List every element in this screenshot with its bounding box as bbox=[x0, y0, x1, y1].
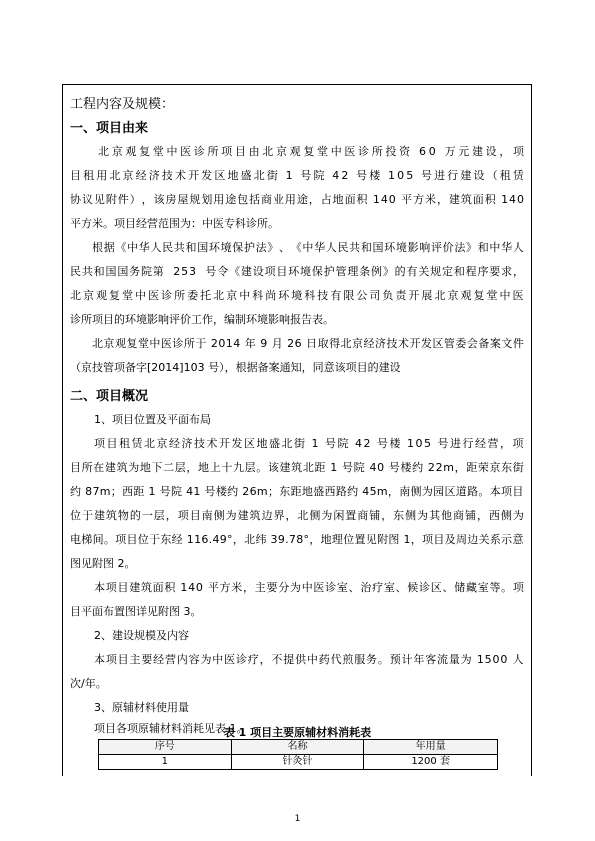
paragraph-line: 北 京 观 复 堂 中 医 诊 所 项 目 由 北 京 观 复 堂 中 医 诊 所 投 资 6 0 万 元 建 设 ， 项 bbox=[98, 145, 524, 158]
paragraph-line: 目 租 用 北 京 经 济 技 术 开 发 区 地 盛 北 街 1 号 院 4 2 号 楼 1 0 5 号 进 行 建 设 （ 租 赁 bbox=[70, 169, 524, 182]
paragraph-line: 约 8 7 m ； 西 距 1 号 院 4 1 号 楼 约 2 6 m ； 东 距 地 盛 西 路 约 4 5 m ， 南 侧 为 园 区 道 路 。 本 项 目 bbox=[70, 485, 524, 498]
header-cell-number: 序号 bbox=[99, 740, 232, 755]
paragraph-line: 协 议 见 附 件 ） ， 该 房 屋 规 划 用 途 包 括 商 业 用 途 ， 占 地 面 积 1 4 0 平 方 米 ， 建 筑 面 积 1 4 0 bbox=[70, 193, 524, 206]
paragraph-line: 目平面布置图详见附图 3。 bbox=[70, 605, 202, 618]
paragraph-line: 北 京 观 复 堂 中 医 诊 所 委 托 北 京 中 科 尚 环 境 科 技 有 限 公 司 负 责 开 展 北 京 观 复 堂 中 医 bbox=[70, 289, 524, 302]
paragraph-line: 诊所项目的环境影响评价工作，编制环境影响报告表。 bbox=[70, 313, 334, 326]
subheading-materials: 3、原辅材料使用量 bbox=[94, 701, 189, 714]
materials-table bbox=[98, 739, 498, 770]
paragraph-line: 目 所 在 建 筑 为 地 下 二 层 ， 地 上 十 九 层 。 该 建 筑 北 距 1 号 院 4 0 号 楼 约 2 2 m ， 距 荣 京 东 街 bbox=[70, 461, 524, 474]
table-caption: 表 1 项目主要原辅材料消耗表 bbox=[223, 726, 372, 739]
paragraph-line: 次/年。 bbox=[70, 677, 107, 690]
paragraph-line: 项目各项原辅材料消耗见表 1。 bbox=[94, 722, 248, 735]
paragraph-line: 北 京 观 复 堂 中 医 诊 所 于 2 0 1 4 年 9 月 2 6 日 取 得 北 京 经 济 技 术 开 发 区 管 委 会 备 案 文 件 bbox=[92, 337, 524, 350]
table-cell: 1 bbox=[99, 755, 232, 770]
paragraph-line: 民 共 和 国 国 务 院 第 2 5 3 号 令 《 建 设 项 目 环 境 保 护 管 理 条 例 》 的 有 关 规 定 和 程 序 要 求 ， bbox=[70, 265, 524, 278]
paragraph-line: 图见附图 2。 bbox=[70, 557, 136, 570]
paragraph-line: 项 目 租 赁 北 京 经 济 技 术 开 发 区 地 盛 北 街 1 号 院 4 2 号 楼 1 0 5 号 进 行 经 营 ， 项 bbox=[94, 437, 524, 450]
paragraph-line: 位 于 建 筑 物 的 一 层 ， 项 目 南 侧 为 建 筑 边 界 ， 北 侧 为 闲 置 商 铺 ， 东 侧 为 其 他 商 铺 ， 西 侧 为 bbox=[70, 509, 524, 522]
heading-project-origin: 一、项目由来 bbox=[70, 121, 149, 136]
paragraph-line: 根 据 《 中 华 人 民 共 和 国 环 境 保 护 法 》 、 《 中 华 人 民 共 和 国 环 境 影 响 评 价 法 》 和 中 华 人 bbox=[92, 241, 524, 254]
table-cell: 针灸针 bbox=[231, 755, 364, 770]
paragraph-line: 电 梯 间 。 项 目 位 于 东 经 1 1 6 . 4 9 ° ， 北 纬 3 9 . 7 8 ° ， 地 理 位 置 见 附 图 1 ， 项 目 及 周 边 关 系 示 意 bbox=[70, 533, 524, 546]
header-cell-name: 名称 bbox=[231, 740, 364, 755]
subheading-location: 1、项目位置及平面布局 bbox=[94, 413, 211, 426]
content-frame bbox=[62, 84, 532, 776]
header-cell-annual-usage: 年用量 bbox=[364, 740, 498, 755]
paragraph-line: 本 项 目 建 筑 面 积 1 4 0 平 方 米 ， 主 要 分 为 中 医 诊 室 、 治 疗 室 、 候 诊 区 、 储 藏 室 等 。 项 bbox=[94, 581, 524, 594]
section-title: 工程内容及规模： bbox=[70, 97, 175, 112]
table-row bbox=[99, 755, 498, 770]
paragraph-line: （京技管项备字[2014]103 号），根据备案通知，同意该项目的建设 bbox=[70, 361, 401, 374]
table-cell: 1200 套 bbox=[364, 755, 498, 770]
table-header-row bbox=[99, 740, 498, 755]
heading-project-overview: 二、项目概况 bbox=[70, 389, 149, 404]
paragraph-line: 本 项 目 主 要 经 营 内 容 为 中 医 诊 疗 ， 不 提 供 中 药 代 煎 服 务 。 预 计 年 客 流 量 为 1 5 0 0 人 bbox=[94, 653, 524, 666]
page-number: 1 bbox=[294, 814, 301, 824]
subheading-scale: 2、建设规模及内容 bbox=[94, 629, 189, 642]
paragraph-line: 平方米。项目经营范围为：中医专科诊所。 bbox=[70, 217, 279, 230]
